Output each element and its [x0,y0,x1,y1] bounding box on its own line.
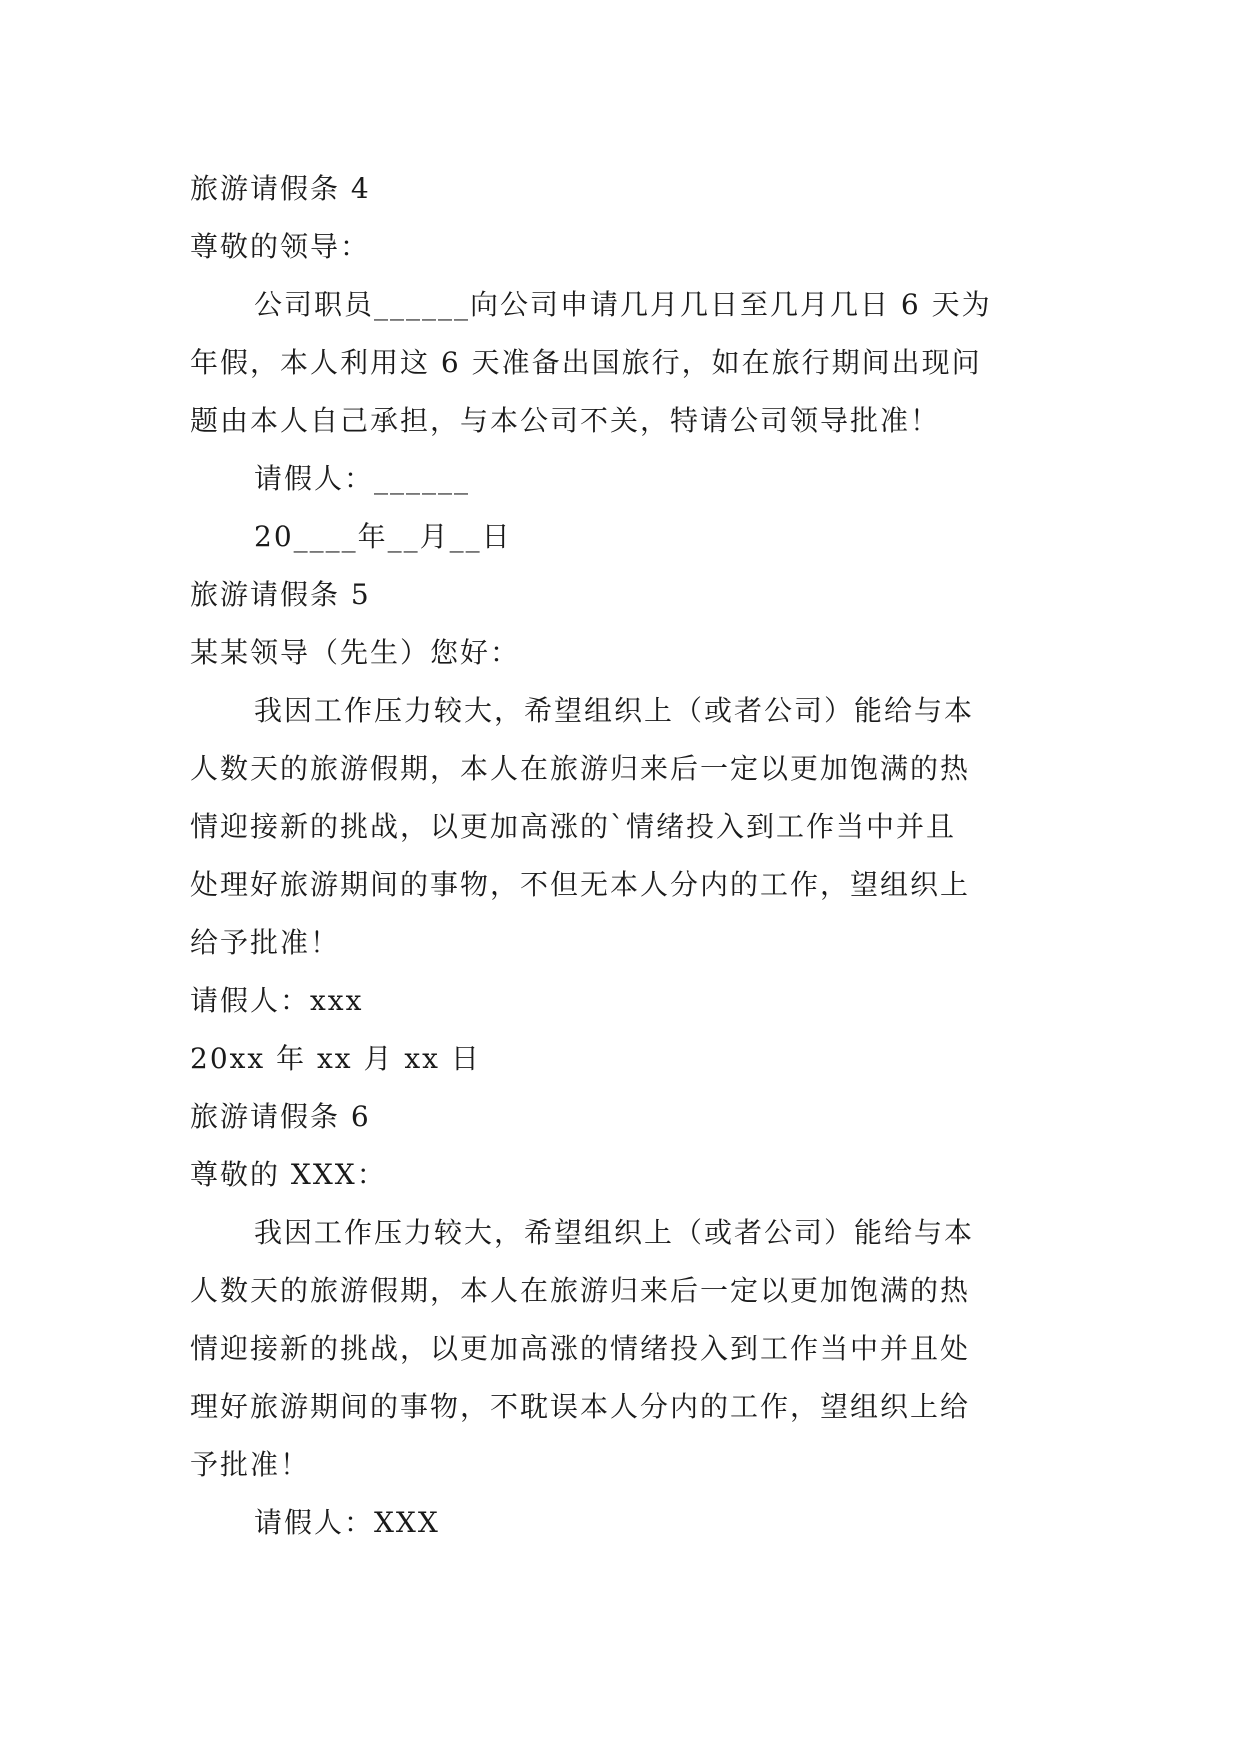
body-line: 给予批准！ [190,926,341,959]
body-line: 我因工作压力较大，希望组织上（或者公司）能给与本 [254,694,975,727]
body-line: 年假，本人利用这 6 天准备出国旅行，如在旅行期间出现问 [190,346,982,379]
document-content [190,160,1070,1552]
applicant-4: 请假人：______ [254,462,471,495]
body-line: 我因工作压力较大，希望组织上（或者公司）能给与本 [254,1216,975,1249]
body-line: 题由本人自己承担，与本公司不关，特请公司领导批准！ [190,404,941,437]
section-title-4: 旅游请假条 4 [190,172,371,205]
section-title-5: 旅游请假条 5 [190,578,371,611]
body-line: 人数天的旅游假期，本人在旅游归来后一定以更加饱满的热 [190,752,971,785]
applicant-6: 请假人：XXX [254,1506,440,1539]
greeting-4: 尊敬的领导： [190,230,371,263]
body-line: 理好旅游期间的事物，不耽误本人分内的工作，望组织上给 [190,1390,971,1423]
date-4: 20____年__月__日 [254,520,512,553]
body-line: 人数天的旅游假期，本人在旅游归来后一定以更加饱满的热 [190,1274,971,1307]
section-title-6: 旅游请假条 6 [190,1100,371,1133]
body-line: 公司职员______向公司申请几月几日至几月几日 6 天为 [254,288,992,321]
body-line: 情迎接新的挑战，以更加高涨的`情绪投入到工作当中并且 [190,810,957,843]
applicant-5: 请假人：xxx [190,984,364,1017]
greeting-6: 尊敬的 XXX： [190,1158,387,1191]
date-5: 20xx 年 xx 月 xx 日 [190,1042,481,1075]
body-line: 予批准！ [190,1448,311,1481]
body-line: 处理好旅游期间的事物，不但无本人分内的工作，望组织上 [190,868,971,901]
greeting-5: 某某领导（先生）您好： [190,636,521,669]
body-line: 情迎接新的挑战，以更加高涨的情绪投入到工作当中并且处 [190,1332,971,1365]
